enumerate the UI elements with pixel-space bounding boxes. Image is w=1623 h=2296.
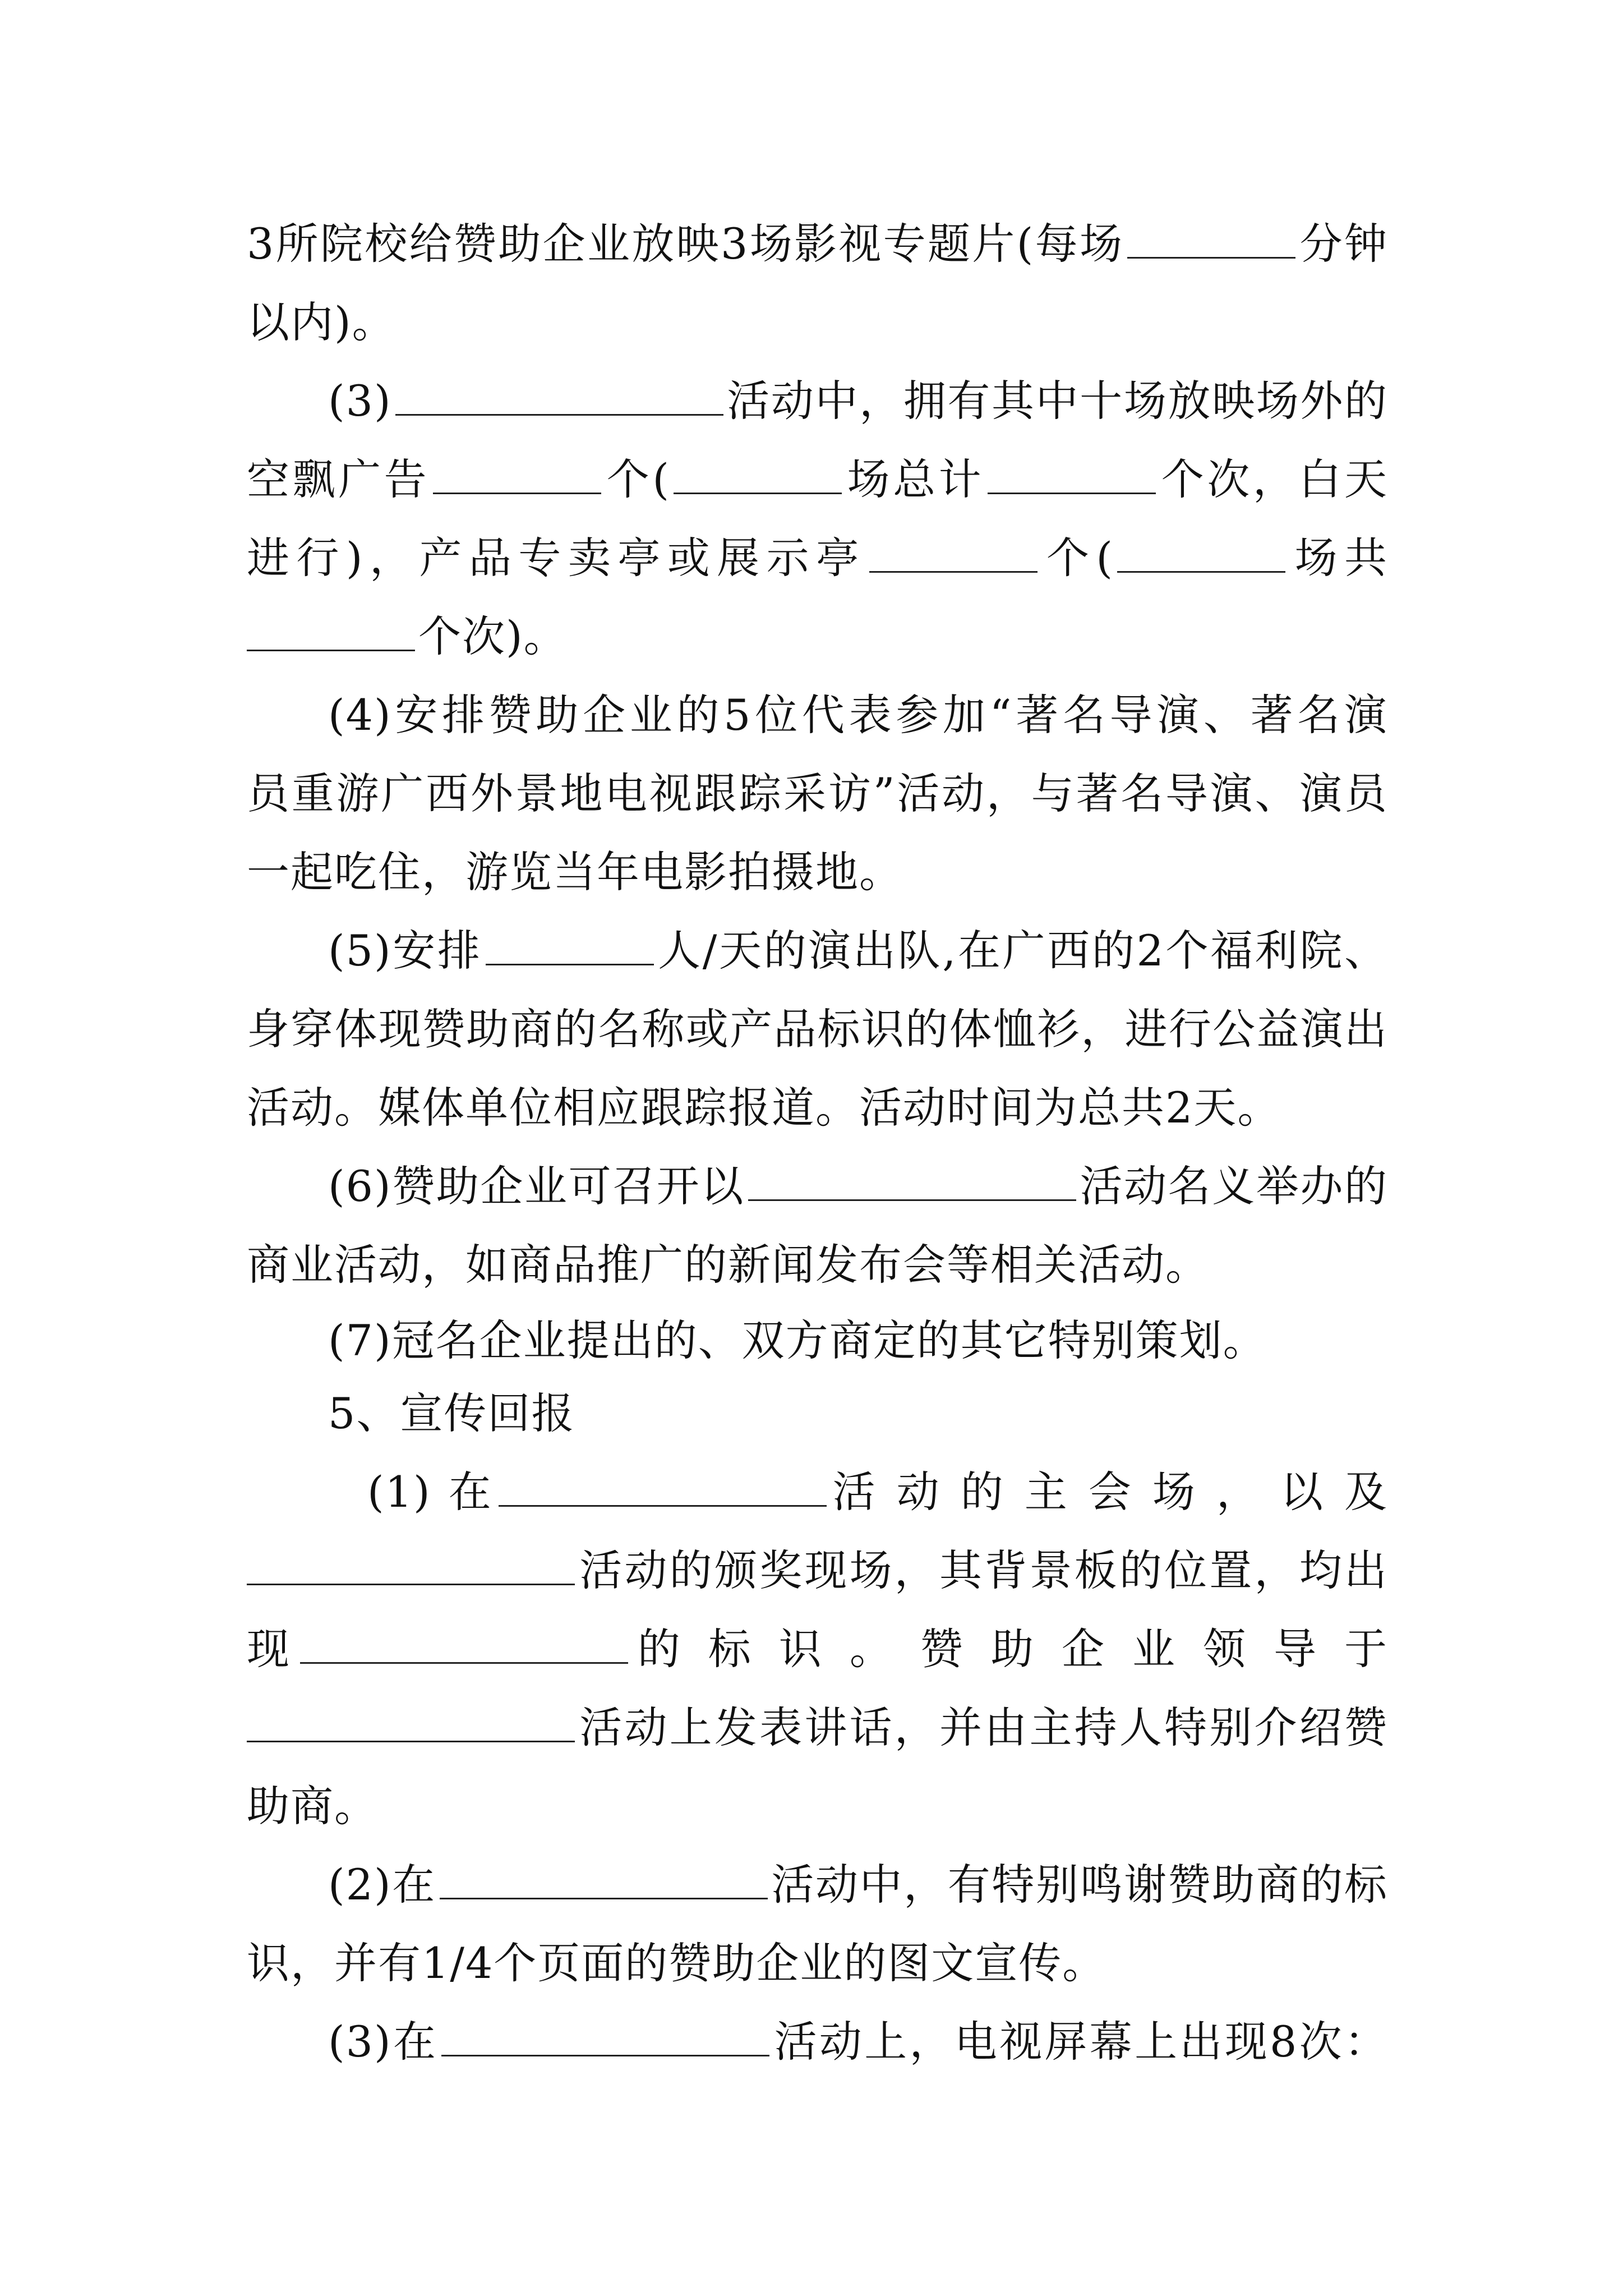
text-segment: 分钟 xyxy=(1299,219,1389,269)
text-segment: 活动上发表讲话，并由主持人特别介绍赞 xyxy=(578,1703,1388,1752)
fill-in-blank xyxy=(1127,218,1295,259)
fill-in-blank xyxy=(748,1160,1076,1201)
fill-in-blank xyxy=(1117,532,1285,573)
text-segment: 员重游广西外景地电视跟踪采访”活动，与著名导演、演员 xyxy=(247,769,1388,818)
text-segment: 活 动 的 主 会 场 ， 以 及 xyxy=(829,1467,1389,1517)
text-segment: 以内)。 xyxy=(247,297,396,347)
fill-in-blank xyxy=(300,1623,628,1664)
text-line xyxy=(247,1935,1388,1991)
text-segment: (5)安排 xyxy=(328,926,482,976)
text-segment: (1) 在 xyxy=(367,1467,495,1517)
text-segment: 场共 xyxy=(1289,533,1388,583)
text-line xyxy=(328,2014,1388,2070)
text-line xyxy=(328,1313,1388,1369)
text-line xyxy=(328,923,1388,979)
text-segment: 个次)。 xyxy=(418,611,568,661)
text-line xyxy=(247,295,1388,351)
text-line xyxy=(367,1464,1388,1520)
text-segment: 场总计 xyxy=(845,454,985,504)
text-segment: 活动的颁奖现场，其背景板的位置，均出 xyxy=(578,1545,1388,1595)
fill-in-blank xyxy=(869,532,1038,573)
text-line xyxy=(328,1158,1388,1214)
text-segment: (2)在 xyxy=(328,1860,436,1910)
text-line xyxy=(247,1778,1388,1834)
text-segment: (7)冠名企业提出的、双方商定的其它特别策划。 xyxy=(328,1315,1267,1365)
text-segment: 现 xyxy=(247,1624,297,1674)
fill-in-blank xyxy=(486,924,654,965)
text-segment: (3) xyxy=(328,376,392,426)
text-line xyxy=(328,1857,1388,1913)
text-segment: 活动上，电视屏幕上出现8次： xyxy=(773,2017,1388,2067)
text-segment: 的 标 识 。 赞 助 企 业 领 导 于 xyxy=(631,1624,1388,1674)
text-segment: 3所院校给赞助企业放映3场影视专题片(每场 xyxy=(247,219,1124,269)
text-segment: 一起吃住，游览当年电影拍摄地。 xyxy=(247,847,903,897)
fill-in-blank xyxy=(674,453,842,494)
fill-in-blank xyxy=(441,2016,769,2056)
text-segment: 空飘广告 xyxy=(247,454,430,504)
fill-in-blank xyxy=(247,1701,575,1742)
text-line xyxy=(247,766,1388,822)
text-line xyxy=(247,452,1388,508)
text-segment: 个( xyxy=(605,454,670,504)
text-line xyxy=(328,687,1388,743)
fill-in-blank xyxy=(247,610,415,651)
text-segment: 活动中，拥有其中十场放映场外的 xyxy=(726,376,1388,426)
section-title: 5、宣传回报 xyxy=(328,1388,575,1438)
text-segment: 个次，白天 xyxy=(1159,454,1389,504)
text-segment: 识，并有1/4个页面的赞助企业的图文宣传。 xyxy=(247,1938,1106,1988)
text-segment: 活动中，有特别鸣谢赞助商的标 xyxy=(771,1860,1389,1910)
text-line xyxy=(247,1001,1388,1057)
text-line xyxy=(247,844,1388,900)
text-line xyxy=(247,216,1388,272)
text-segment: 个( xyxy=(1040,533,1114,583)
fill-in-blank xyxy=(440,1858,768,1899)
text-line xyxy=(247,1700,1388,1756)
text-segment: 进行)，产品专卖亭或展示亭 xyxy=(247,533,866,583)
text-segment: 商业活动，如商品推广的新闻发布会等相关活动。 xyxy=(247,1240,1209,1290)
text-line xyxy=(328,373,1388,429)
fill-in-blank xyxy=(395,375,723,416)
text-segment: 助商。 xyxy=(247,1781,378,1831)
text-line xyxy=(247,1543,1388,1599)
text-segment: (6)赞助企业可召开以 xyxy=(328,1161,745,1211)
fill-in-blank xyxy=(247,1544,575,1585)
fill-in-blank xyxy=(988,453,1156,494)
text-line xyxy=(247,609,1388,665)
text-line xyxy=(247,530,1388,586)
text-line xyxy=(247,1237,1388,1293)
fill-in-blank xyxy=(433,453,601,494)
text-segment: (4)安排赞助企业的5位代表参加“著名导演、著名演 xyxy=(328,690,1388,740)
section-heading xyxy=(328,1386,1388,1442)
text-line xyxy=(247,1080,1388,1136)
text-segment: 活动名义举办的 xyxy=(1079,1161,1389,1211)
text-line xyxy=(247,1621,1388,1677)
text-segment: 人/天的演出队,在广西的2个福利院、 xyxy=(657,926,1388,976)
fill-in-blank xyxy=(499,1466,827,1507)
text-segment: 身穿体现赞助商的名称或产品标识的体恤衫，进行公益演出 xyxy=(247,1004,1388,1054)
text-segment: (3)在 xyxy=(328,2017,439,2067)
text-segment: 活动。媒体单位相应跟踪报道。活动时间为总共2天。 xyxy=(247,1083,1281,1133)
